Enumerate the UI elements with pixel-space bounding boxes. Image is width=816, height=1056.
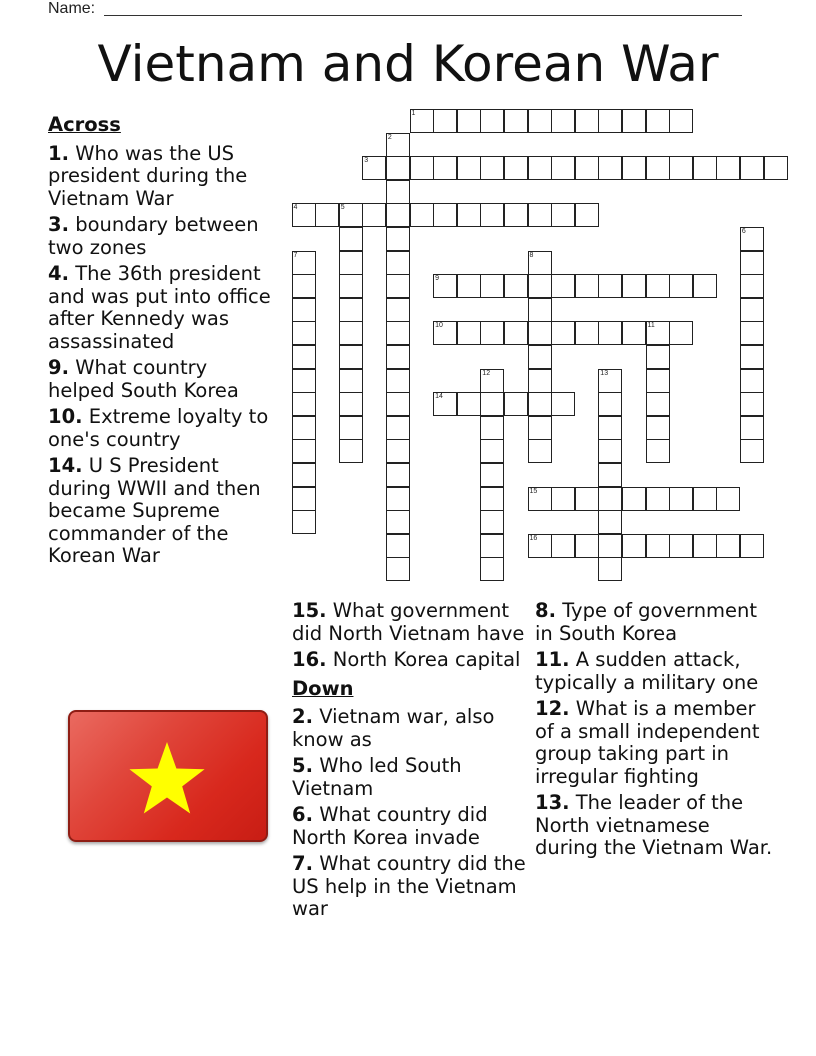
grid-cell[interactable] (386, 463, 410, 487)
grid-cell[interactable] (292, 251, 316, 275)
grid-clue-number: 3 (364, 157, 369, 165)
grid-clue-number: 9 (435, 275, 439, 283)
grid-cell[interactable] (740, 369, 764, 393)
grid-cell[interactable] (433, 156, 457, 180)
grid-cell[interactable] (362, 203, 386, 227)
grid-clue-number: 1 (411, 110, 416, 117)
clues-column-2 (292, 600, 527, 925)
grid-cell[interactable] (386, 156, 410, 180)
page-title: Vietnam and Korean War (97, 35, 719, 93)
star-icon (127, 740, 207, 816)
grid-cell[interactable] (716, 156, 740, 180)
grid-cell[interactable] (386, 369, 410, 393)
grid-clue-number: 14 (435, 393, 443, 401)
grid-cell[interactable] (480, 534, 504, 558)
grid-cell[interactable] (292, 510, 316, 534)
down-heading: Down (292, 676, 354, 700)
grid-cell[interactable] (386, 510, 410, 534)
grid-cell[interactable] (598, 510, 622, 534)
grid-cell[interactable] (646, 345, 670, 369)
grid-cell[interactable] (669, 534, 693, 558)
grid-cell[interactable] (386, 534, 410, 558)
grid-cell[interactable] (457, 156, 481, 180)
grid-cell[interactable] (480, 557, 504, 581)
grid-cell[interactable] (598, 487, 622, 511)
grid-cell[interactable] (740, 156, 764, 180)
grid-cell[interactable] (575, 534, 599, 558)
grid-cell[interactable] (740, 227, 764, 251)
grid-cell[interactable] (528, 439, 552, 463)
grid-cell[interactable] (598, 156, 622, 180)
grid-cell[interactable] (386, 203, 410, 227)
clue-across-3: 3. boundary between two zones (48, 213, 259, 259)
grid-cell[interactable] (575, 274, 599, 298)
grid-cell[interactable] (339, 439, 363, 463)
grid-cell[interactable] (575, 109, 599, 133)
grid-cell[interactable] (457, 109, 481, 133)
grid-cell[interactable] (504, 156, 528, 180)
grid-cell[interactable] (457, 274, 481, 298)
grid-cell[interactable] (386, 392, 410, 416)
grid-cell[interactable] (740, 439, 764, 463)
grid-cell[interactable] (386, 298, 410, 322)
grid-cell[interactable] (339, 416, 363, 440)
grid-cell[interactable] (740, 534, 764, 558)
clue-across-15: 15. What government did North Vietnam have (292, 599, 525, 645)
grid-cell[interactable] (622, 321, 646, 345)
grid-clue-number: 2 (387, 133, 392, 141)
grid-cell[interactable] (362, 156, 386, 180)
grid-cell[interactable] (669, 156, 693, 180)
grid-cell[interactable] (433, 109, 457, 133)
grid-cell[interactable] (598, 392, 622, 416)
grid-cell[interactable] (646, 487, 670, 511)
grid-cell[interactable] (480, 487, 504, 511)
grid-cell[interactable] (292, 321, 316, 345)
grid-cell[interactable] (740, 345, 764, 369)
grid-cell[interactable] (386, 180, 410, 204)
grid-cell[interactable] (551, 392, 575, 416)
grid-cell[interactable] (457, 203, 481, 227)
grid-cell[interactable] (693, 156, 717, 180)
grid-cell[interactable] (386, 227, 410, 251)
grid-cell[interactable] (433, 321, 457, 345)
grid-cell[interactable] (480, 274, 504, 298)
grid-clue-number: 12 (482, 369, 491, 377)
grid-cell[interactable] (528, 251, 552, 275)
grid-cell[interactable] (292, 416, 316, 440)
grid-cell[interactable] (292, 487, 316, 511)
grid-cell[interactable] (693, 534, 717, 558)
grid-cell[interactable] (528, 534, 552, 558)
grid-cell[interactable] (386, 321, 410, 345)
grid-cell[interactable] (646, 156, 670, 180)
clues-column-1 (48, 114, 278, 572)
grid-cell[interactable] (575, 156, 599, 180)
grid-cell[interactable] (480, 109, 504, 133)
grid-cell[interactable] (622, 487, 646, 511)
grid-cell[interactable] (480, 392, 504, 416)
grid-cell[interactable] (480, 203, 504, 227)
grid-cell[interactable] (339, 251, 363, 275)
grid-cell[interactable] (315, 203, 339, 227)
grid-cell[interactable] (528, 321, 552, 345)
grid-cell[interactable] (575, 321, 599, 345)
grid-cell[interactable] (480, 156, 504, 180)
grid-cell[interactable] (528, 274, 552, 298)
grid-cell[interactable] (386, 557, 410, 581)
grid-cell[interactable] (551, 203, 575, 227)
grid-cell[interactable] (339, 298, 363, 322)
clue-across-9: 9. What country helped South Korea (48, 356, 239, 402)
clue-down-13: 13. The leader of the North vietnamese during the Vietnam War. (535, 791, 773, 859)
grid-cell[interactable] (598, 534, 622, 558)
grid-cell[interactable] (480, 321, 504, 345)
grid-cell[interactable] (528, 416, 552, 440)
grid-cell[interactable] (386, 416, 410, 440)
clue-across-1: 1. Who was the US president during the Vietnam War (48, 141, 248, 210)
grid-cell[interactable] (504, 109, 528, 133)
grid-cell[interactable] (504, 203, 528, 227)
grid-cell[interactable] (528, 392, 552, 416)
clue-down-5: 5. Who led South Vietnam (292, 754, 462, 800)
grid-clue-number: 5 (340, 204, 345, 212)
grid-cell[interactable] (433, 203, 457, 227)
grid-cell[interactable] (716, 487, 740, 511)
grid-clue-number: 8 (529, 251, 534, 259)
grid-cell[interactable] (598, 557, 622, 581)
grid-cell[interactable] (551, 321, 575, 345)
grid-cell[interactable] (740, 321, 764, 345)
grid-cell[interactable] (646, 274, 670, 298)
grid-cell[interactable] (292, 203, 316, 227)
clue-down-7: 7. What country did the US help in the Vietnam war (292, 852, 526, 920)
grid-cell[interactable] (433, 392, 457, 416)
grid-cell[interactable] (386, 345, 410, 369)
grid-cell[interactable] (622, 109, 646, 133)
grid-cell[interactable] (646, 321, 670, 345)
name-label: Name: (48, 0, 96, 17)
grid-cell[interactable] (410, 109, 434, 133)
grid-cell[interactable] (646, 534, 670, 558)
across-heading: Across (48, 113, 121, 136)
grid-cell[interactable] (339, 392, 363, 416)
grid-clue-number: 10 (435, 322, 443, 330)
grid-cell[interactable] (457, 392, 481, 416)
grid-cell[interactable] (528, 345, 552, 369)
grid-cell[interactable] (669, 274, 693, 298)
grid-cell[interactable] (410, 156, 434, 180)
clue-down-2: 2. Vietnam war, also know as (292, 705, 495, 751)
grid-cell[interactable] (292, 345, 316, 369)
grid-clue-number: 11 (647, 322, 655, 330)
grid-clue-number: 4 (293, 204, 298, 212)
grid-cell[interactable] (551, 487, 575, 511)
grid-cell[interactable] (457, 321, 481, 345)
grid-cell[interactable] (716, 534, 740, 558)
grid-cell[interactable] (480, 463, 504, 487)
grid-cell[interactable] (646, 392, 670, 416)
grid-cell[interactable] (740, 274, 764, 298)
grid-cell[interactable] (551, 534, 575, 558)
grid-cell[interactable] (575, 203, 599, 227)
grid-cell[interactable] (598, 369, 622, 393)
grid-cell[interactable] (386, 487, 410, 511)
grid-cell[interactable] (504, 321, 528, 345)
grid-cell[interactable] (598, 274, 622, 298)
grid-cell[interactable] (528, 109, 552, 133)
grid-clue-number: 13 (600, 369, 609, 377)
grid-cell[interactable] (410, 203, 434, 227)
grid-cell[interactable] (551, 109, 575, 133)
grid-cell[interactable] (622, 156, 646, 180)
grid-cell[interactable] (598, 463, 622, 487)
clue-down-12: 12. What is a member of a small independent group taking part in irregular fighting (535, 697, 760, 788)
grid-cell[interactable] (386, 133, 410, 157)
grid-clue-number: 6 (741, 228, 746, 235)
grid-cell[interactable] (339, 321, 363, 345)
grid-cell[interactable] (386, 251, 410, 275)
grid-cell[interactable] (339, 203, 363, 227)
grid-cell[interactable] (292, 369, 316, 393)
clue-across-14: 14. U S President during WWII and then became Supreme commander of the Korean War (48, 454, 261, 567)
grid-cell[interactable] (575, 487, 599, 511)
grid-cell[interactable] (740, 416, 764, 440)
grid-cell[interactable] (669, 109, 693, 133)
clue-down-8: 8. Type of government in South Korea (535, 599, 758, 645)
grid-cell[interactable] (764, 156, 788, 180)
clue-across-4: 4. The 36th president and was put into office after Kennedy was assassinated (48, 262, 271, 353)
grid-cell[interactable] (551, 156, 575, 180)
grid-cell[interactable] (669, 321, 693, 345)
grid-cell[interactable] (292, 463, 316, 487)
vietnam-flag-icon (68, 710, 268, 842)
clue-down-11: 11. A sudden attack, typically a military one (535, 648, 759, 694)
grid-cell[interactable] (646, 109, 670, 133)
grid-cell[interactable] (504, 274, 528, 298)
grid-cell[interactable] (339, 345, 363, 369)
grid-cell[interactable] (480, 439, 504, 463)
grid-cell[interactable] (598, 109, 622, 133)
grid-cell[interactable] (528, 487, 552, 511)
grid-cell[interactable] (598, 321, 622, 345)
grid-cell[interactable] (598, 416, 622, 440)
grid-cell[interactable] (292, 298, 316, 322)
grid-cell[interactable] (551, 274, 575, 298)
grid-cell[interactable] (480, 416, 504, 440)
grid-cell[interactable] (740, 298, 764, 322)
grid-cell[interactable] (598, 439, 622, 463)
grid-cell[interactable] (433, 274, 457, 298)
grid-cell[interactable] (292, 439, 316, 463)
grid-cell[interactable] (622, 274, 646, 298)
grid-cell[interactable] (646, 439, 670, 463)
clues-column-3 (535, 600, 775, 864)
grid-cell[interactable] (693, 274, 717, 298)
grid-cell[interactable] (740, 251, 764, 275)
clue-across-16: 16. North Korea capital (292, 648, 521, 671)
grid-cell[interactable] (292, 392, 316, 416)
grid-cell[interactable] (480, 369, 504, 393)
grid-cell[interactable] (386, 439, 410, 463)
grid-cell[interactable] (528, 203, 552, 227)
clue-down-6: 6. What country did North Korea invade (292, 803, 488, 849)
grid-cell[interactable] (622, 534, 646, 558)
grid-cell[interactable] (693, 487, 717, 511)
grid-cell[interactable] (504, 392, 528, 416)
grid-cell[interactable] (528, 298, 552, 322)
clue-across-10: 10. Extreme loyalty to one's country (48, 405, 269, 451)
grid-cell[interactable] (339, 369, 363, 393)
grid-cell[interactable] (480, 510, 504, 534)
grid-cell[interactable] (740, 392, 764, 416)
grid-cell[interactable] (339, 227, 363, 251)
grid-cell[interactable] (669, 487, 693, 511)
grid-cell[interactable] (339, 274, 363, 298)
grid-clue-number: 15 (529, 487, 538, 495)
grid-cell[interactable] (528, 156, 552, 180)
grid-cell[interactable] (646, 416, 670, 440)
grid-cell[interactable] (528, 369, 552, 393)
grid-cell[interactable] (292, 274, 316, 298)
grid-cell[interactable] (646, 369, 670, 393)
grid-clue-number: 7 (293, 251, 298, 259)
grid-clue-number: 16 (529, 534, 538, 542)
grid-cell[interactable] (386, 274, 410, 298)
